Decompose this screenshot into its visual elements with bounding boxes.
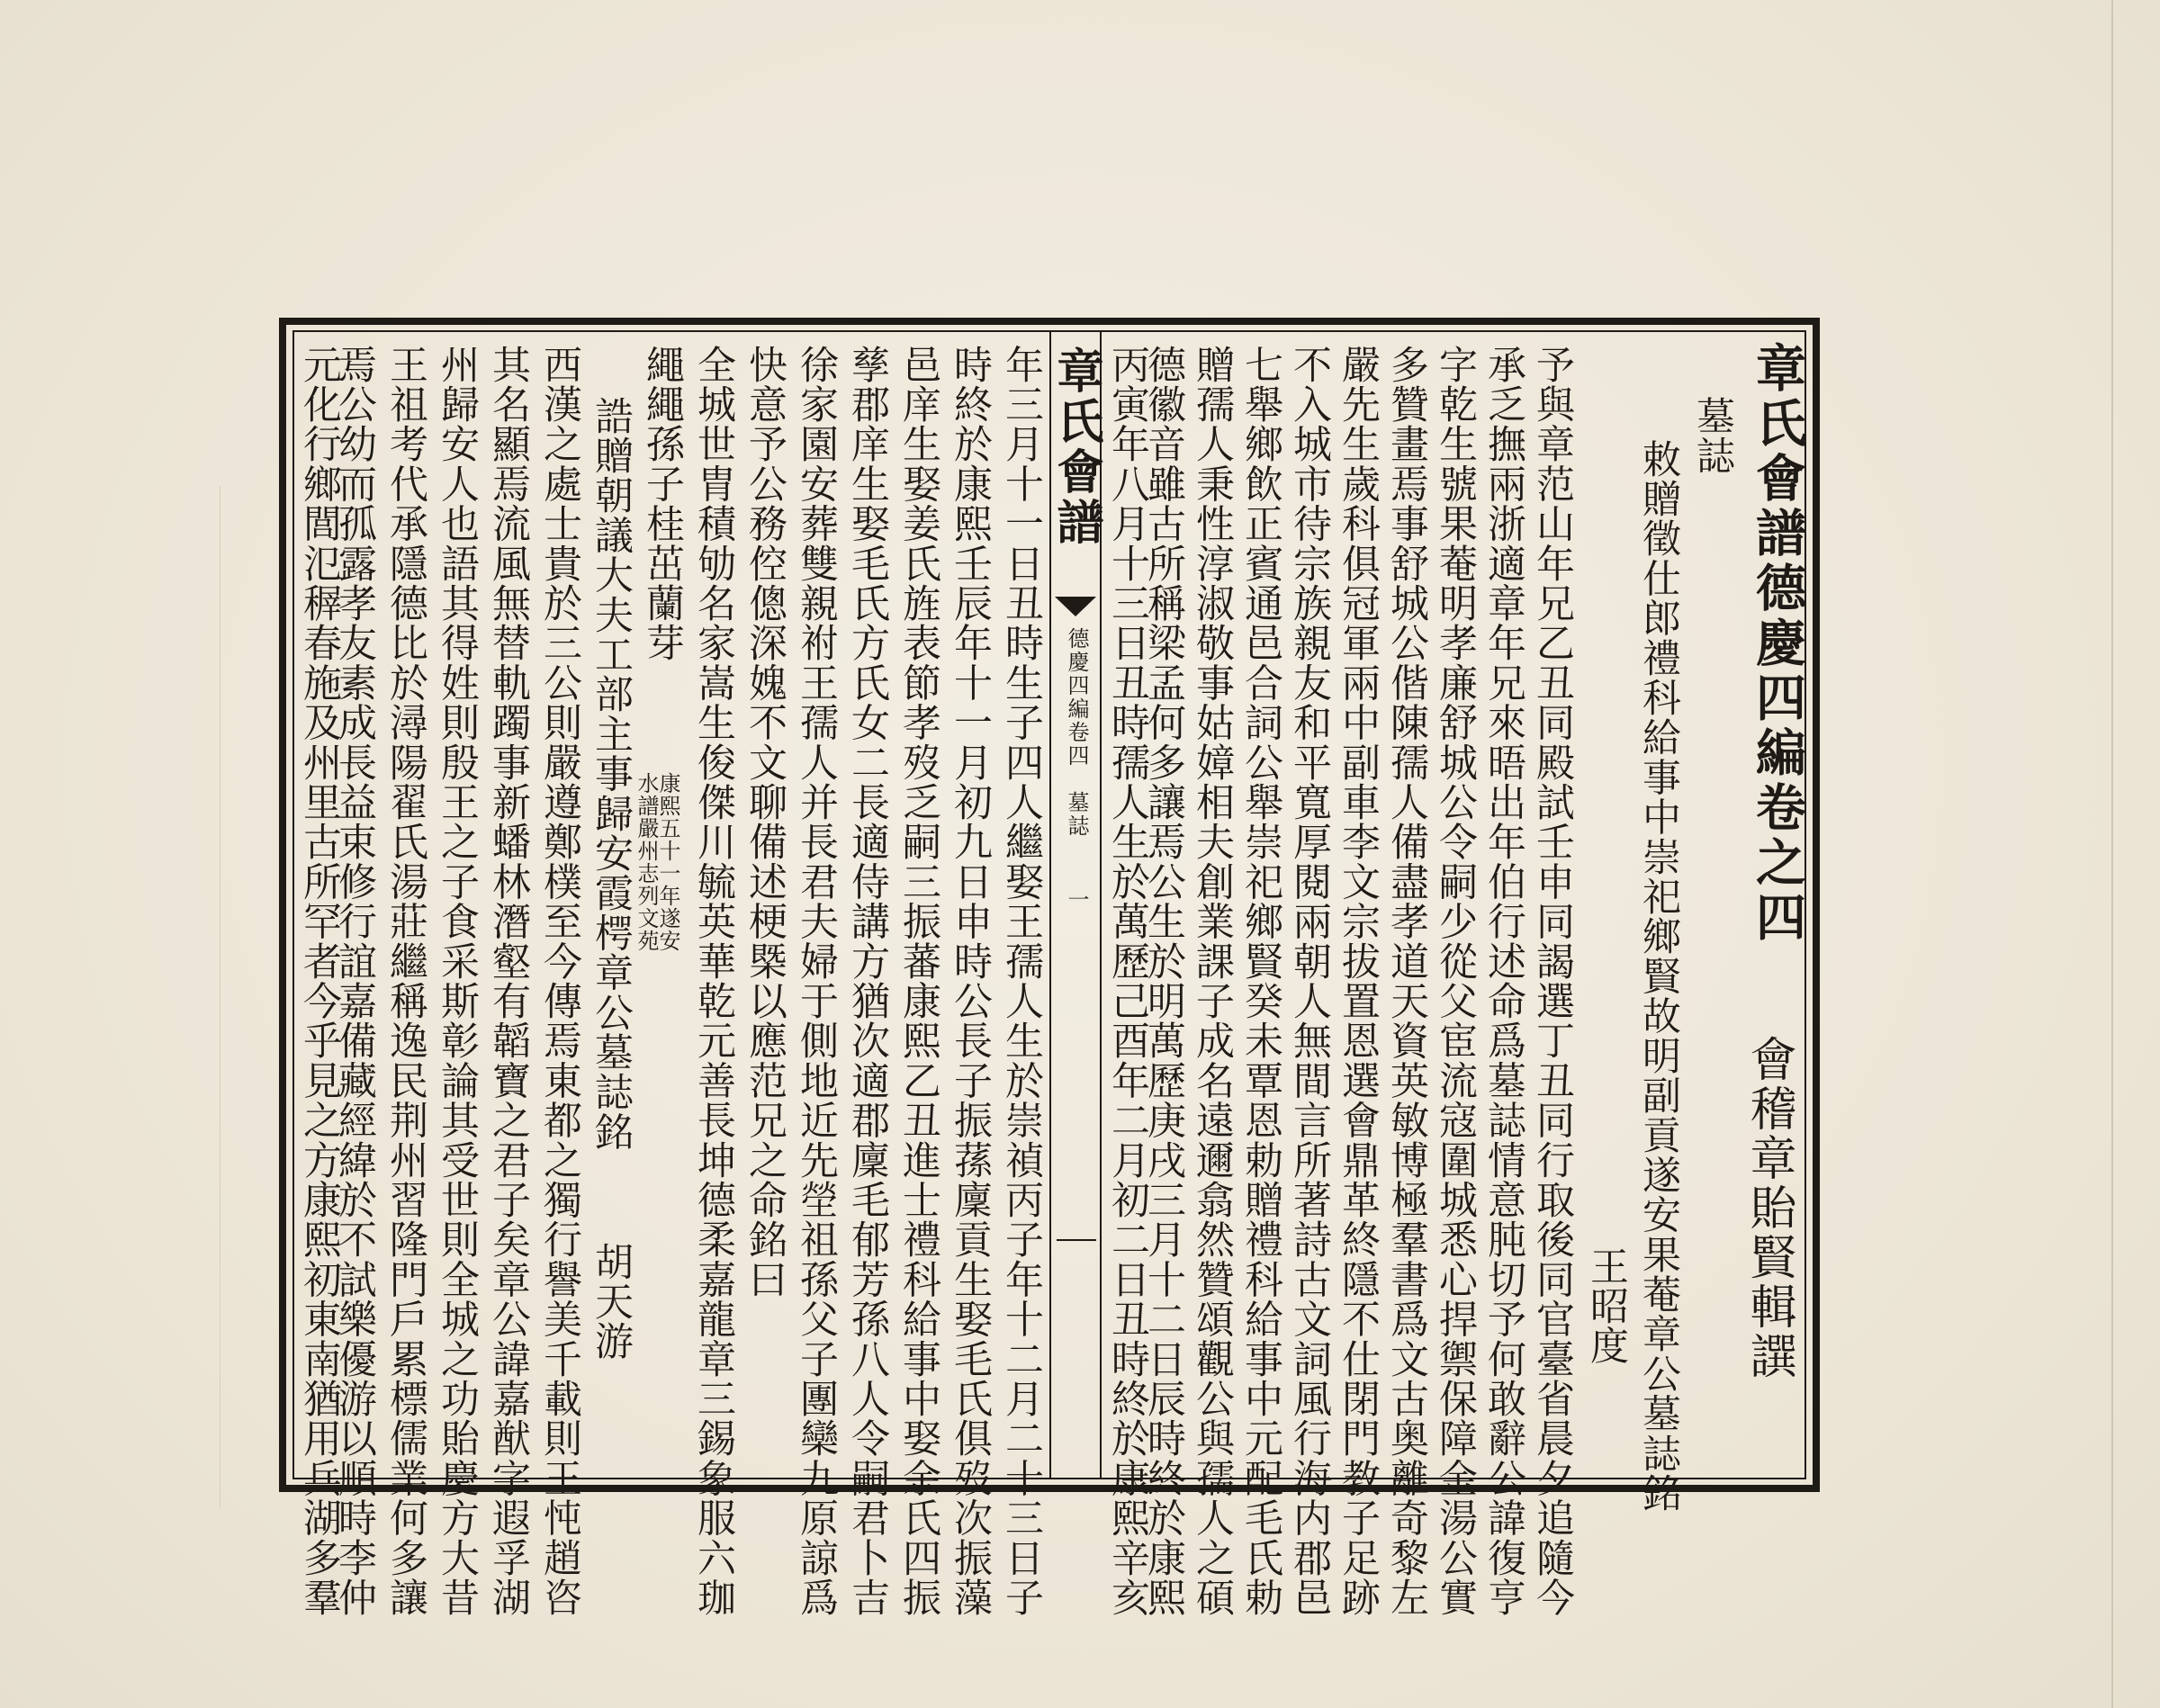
body-column: 元化行鄉閭氾稺春施及州里古所罕者今乎見之方康熙初東南猶用兵湖多羣: [297, 345, 342, 1618]
center-fold-banxin: [1049, 330, 1102, 1479]
body-column: 多贊畫焉事舒城公偕陳孺人備盡孝道天資英敏博極羣書爲文古奥離奇黎左: [1384, 345, 1429, 1618]
body-column: 其名顯焉流風無替軌躅事新蟠林潛壑有韜寶之君子矣章公諱嘉猷字遐孚湖: [486, 345, 531, 1618]
essay-title: 誥贈朝議大夫工部主事歸安霞㮙章公墓誌銘: [589, 396, 634, 1152]
fishtail-mark-icon: [1055, 597, 1096, 616]
body-column: 字乾生號果菴明孝廉舒城公令嗣少從父宦流寇圍城悉心捍禦保障金湯公實: [1433, 345, 1478, 1618]
body-column: 繩繩孫子桂茁蘭芽: [640, 345, 685, 663]
body-column: 全城世胄積劬名家嵩生俊傑川毓英華乾元善長坤德柔嘉龍章三錫象服六珈: [691, 345, 736, 1618]
body-column: 邑庠生娶姜氏旌表節孝歿乏嗣三振蕃康熙乙丑進士禮科給事中娶余氏四振: [896, 345, 941, 1618]
banxin-rule: [1057, 1239, 1096, 1241]
body-column: 七舉鄉飲正賓通邑合詞公舉崇祀鄉賢癸未覃恩勅贈禮科給事中元配毛氏勅: [1238, 345, 1283, 1618]
body-column: 王祖考代承隱德比於潯陽翟氏湯莊繼稱逸民荆州習隆門戶累標儒業何多讓: [383, 345, 428, 1618]
body-column: 予與章范山年兄乙丑同殿試壬申同謁選丁丑同行取後同官臺省晨夕追隨今: [1530, 345, 1575, 1618]
body-column: 德徽音雖古所稱梁孟何多讓焉公生於明萬歷庚戌三月十二日辰時終於康熙: [1141, 345, 1186, 1618]
essay-author: 王昭度: [1584, 1246, 1629, 1366]
section-heading: 墓誌: [1690, 396, 1735, 476]
essay-title: 敕贈徵仕郎禮科給事中崇祀鄉賢故明副貢遂安果菴章公墓誌銘: [1636, 439, 1681, 1514]
compiler-credit: 會稽章貽賢輯譔: [1742, 1035, 1796, 1381]
body-column: 徐家園安葬雙親祔王孺人并長君夫婦于側地近先塋祖孫父子團欒九原諒爲: [794, 345, 839, 1618]
body-column: 快意予公務倥傯深媿不文聊備述梗槩以應范兄之命銘曰: [742, 345, 788, 1299]
volume-title: 章氏會譜德慶四編卷之四: [1748, 342, 1807, 946]
essay-author: 胡天游: [589, 1242, 634, 1362]
banxin-section-label: 德慶四編卷四 墓誌: [1064, 627, 1089, 838]
body-column: 嚴先生歲科俱冠軍兩中副車李文宗拔置恩選會鼎革終隱不仕閉門教子足跡: [1336, 345, 1381, 1618]
source-note-line: 康熙五十一年遂安: [655, 772, 680, 952]
body-column: 丙寅年八月十三日丑時孺人生於萬歷己酉年二月初二日丑時終於康熙辛亥: [1105, 345, 1150, 1618]
body-column: 年三月十一日丑時生子四人繼娶王孺人生於崇禎丙子年十二月二十三日子: [999, 345, 1044, 1618]
body-column: 贈孺人秉性淳淑敬事姑嫜相夫創業課子成名遠邇翕然贊頌觀公與孺人之碩: [1190, 345, 1235, 1618]
banxin-page-number: 一: [1064, 888, 1089, 910]
body-column: 時終於康熙壬辰年十一月初九日申時公長子振蓀廩貢生娶毛氏俱歿次振藻: [948, 345, 993, 1618]
body-column: 承乏撫兩浙適章年兄來晤出年伯行述命爲墓誌情意肫切予何敢辭公諱復亨: [1481, 345, 1526, 1618]
body-column: 西漢之處士貴於三公則嚴遵鄭樸至今傳焉東都之獨行譽美千載則王忳趙咨: [537, 345, 582, 1618]
source-note-line: 水譜嚴州志列文苑: [634, 772, 659, 952]
banxin-title: 章氏會譜: [1048, 346, 1103, 548]
body-column: 焉公幼而孤露孝友素成長益束修行誼嘉備藏經緯於不試樂優游以順時李仲: [332, 345, 377, 1618]
body-column: 不入城市待宗族親友和平寬厚閱兩朝人無間言所著詩古文詞風行海内郡邑: [1287, 345, 1332, 1618]
scan-right-edge: [2111, 0, 2113, 1708]
body-column: 州歸安人也語其得姓則殷王之子食采斯彰論其受世則全城之功貽慶方大昔: [435, 345, 480, 1618]
body-column: 孳郡庠生娶毛氏方氏女二長適侍講方猶次適郡廩毛郁芳孫八人令嗣君卜吉: [845, 345, 890, 1618]
